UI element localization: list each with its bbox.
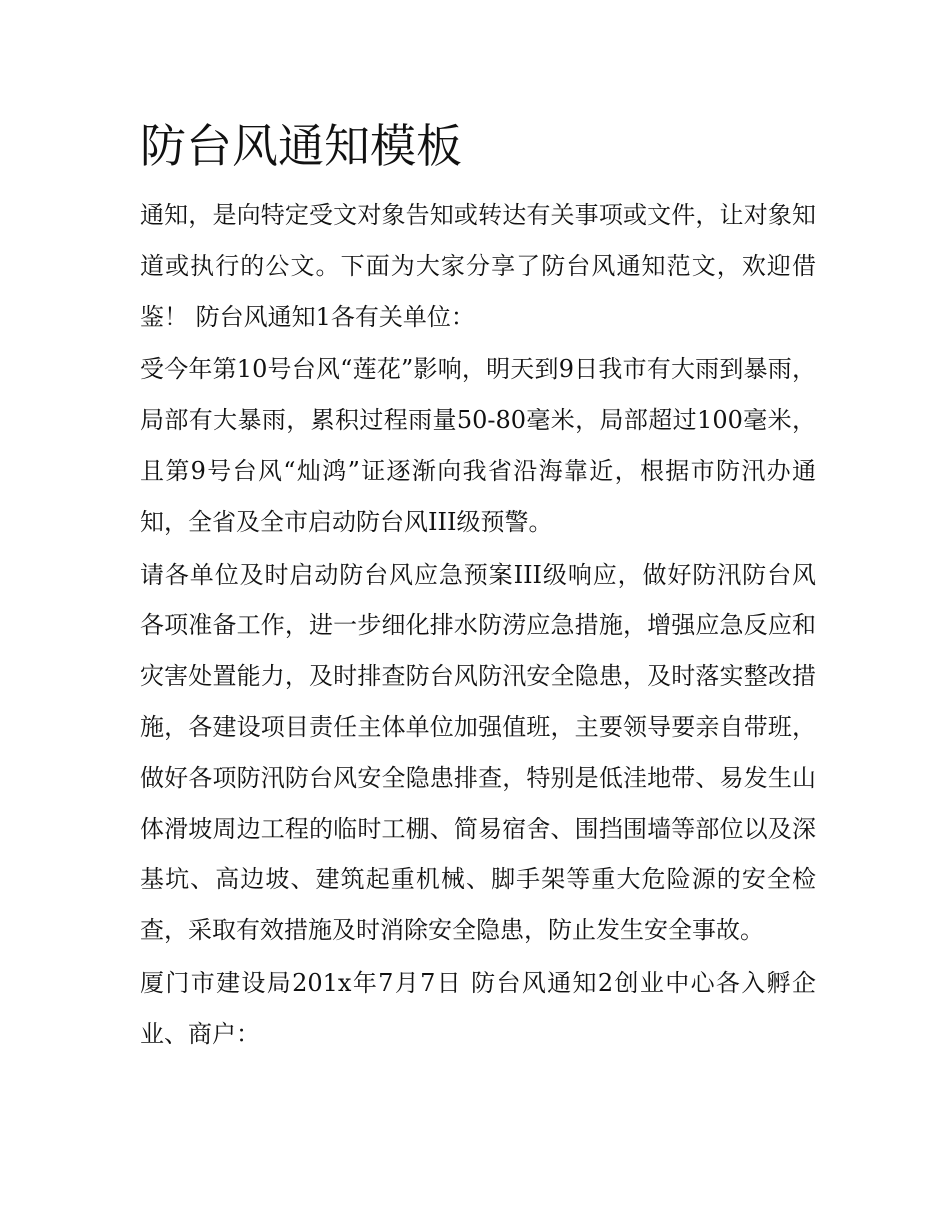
document-title: 防台风通知模板 xyxy=(140,119,462,173)
paragraph-response-requirements: 请各单位及时启动防台风应急预案III级响应，做好防汛防台风各项准备工作，进一步细化排水防涝应急措施，增强应急反应和灾害处置能力，及时排查防台风防汛安全隐患，及时落实整改措施，各建设项目责任主体单位加强值班，主要领导要亲自带班，做好各项防汛防台风安全隐患排查，特别是低洼地带、易发生山体滑坡周边工程的临时工棚、简易宿舍、围挡围墙等部位以及深基坑、高边坡、建筑起重机械、脚手架等重大危险源的安全检查，采取有效措施及时消除安全隐患，防止发生安全事故。 xyxy=(140,560,816,945)
paragraph-intro: 通知，是向特定受文对象告知或转达有关事项或文件，让对象知道或执行的公文。下面为大家分享了防台风通知范文，欢迎借鉴！ 防台风通知1各有关单位： xyxy=(140,201,816,331)
paragraph-signature-and-next: 厦门市建设局201x年7月7日 防台风通知2创业中心各入孵企业、商户： xyxy=(140,968,816,1048)
document-body xyxy=(140,112,816,1062)
paragraph-typhoon-forecast: 受今年第10号台风“莲花”影响，明天到9日我市有大雨到暴雨，局部有大暴雨，累积过程雨量50-80毫米，局部超过100毫米，且第9号台风“灿鸿”证逐渐向我省沿海靠近，根据市防汛办通知，全省及全市启动防台风III级预警。 xyxy=(140,355,816,536)
